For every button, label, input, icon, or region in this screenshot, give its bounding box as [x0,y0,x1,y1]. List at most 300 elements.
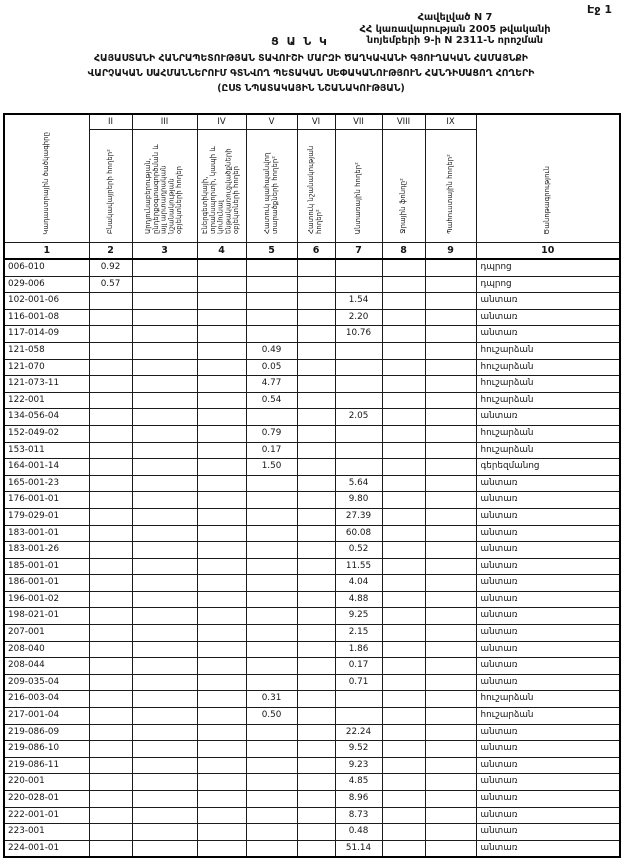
roman-numeral: VIII [382,114,425,130]
area-value-cell [197,708,246,725]
area-value-cell [425,558,476,575]
area-value-cell [132,293,197,310]
area-value-cell [197,791,246,808]
area-value-cell [89,741,132,758]
area-value-cell [197,575,246,592]
cadastral-code-cell: 006-010 [4,259,89,276]
cadastral-code-cell: 185-001-01 [4,558,89,575]
cadastral-code-cell: 117-014-09 [4,326,89,343]
area-value-cell [425,757,476,774]
area-value-cell [425,791,476,808]
land-cadastre-table [3,113,621,858]
area-value-cell [382,791,425,808]
cadastral-code-cell: 134-056-04 [4,409,89,426]
area-value-cell: 2.05 [335,409,382,426]
area-value-cell [297,641,335,658]
area-value-cell [425,591,476,608]
area-value-cell [246,824,297,841]
area-value-cell: 0.48 [335,824,382,841]
title-line: ՎԱՐՉԱԿԱՆ ՍԱՀՄԱՆՆԵՐՈՒՄ ԳՏՆՎՈՂ ՊԵՏԱԿԱՆ ՍԵՓԱԿԱՆՈՒԹՅՈՒՆ ՀԱՆԴԻՍԱՑՈՂ ՀՈՂԵՐԻ [87,68,535,79]
area-value-cell [382,741,425,758]
area-value-cell [197,293,246,310]
area-value-cell [246,807,297,824]
area-value-cell: 4.85 [335,774,382,791]
area-value-cell [382,658,425,675]
area-value-cell [297,807,335,824]
area-value-cell: 8.96 [335,791,382,808]
area-value-cell [89,326,132,343]
area-value-cell [89,425,132,442]
area-value-cell [297,425,335,442]
table-row [4,807,620,824]
area-value-cell [132,409,197,426]
area-value-cell [197,442,246,459]
area-value-cell [382,591,425,608]
area-value-cell [382,459,425,476]
header-note-label: Ծանոթագրություն [542,166,551,235]
area-value-cell: 0.49 [246,342,297,359]
area-value-cell [382,342,425,359]
cadastral-code-cell: 165-001-23 [4,475,89,492]
area-value-cell [197,641,246,658]
roman-numeral: V [246,114,297,130]
note-cell: անտառ [476,558,620,575]
area-value-cell [382,807,425,824]
table-row [4,591,620,608]
note-cell: հուշարձան [476,359,620,376]
area-value-cell: 5.64 [335,475,382,492]
area-value-cell [89,575,132,592]
area-value-cell [132,674,197,691]
roman-numeral: VII [335,114,382,130]
area-value-cell: 4.88 [335,591,382,608]
area-value-cell [246,259,297,276]
area-value-cell: 2.15 [335,625,382,642]
area-value-cell [425,442,476,459]
area-value-cell: 4.04 [335,575,382,592]
area-value-cell [382,724,425,741]
area-value-cell: 4.77 [246,376,297,393]
area-value-cell: 0.54 [246,392,297,409]
area-value-cell: 60.08 [335,525,382,542]
area-value-cell [132,459,197,476]
table-row [4,674,620,691]
cadastral-code-cell: 220-001 [4,774,89,791]
area-value-cell [425,807,476,824]
area-value-cell [335,359,382,376]
area-value-cell [335,392,382,409]
area-value-cell [382,525,425,542]
area-value-cell [425,774,476,791]
header-reserve-lands [425,130,476,243]
area-value-cell [132,708,197,725]
area-value-cell [297,774,335,791]
area-value-cell [297,492,335,509]
cadastral-code-cell: 121-058 [4,342,89,359]
note-cell: հուշարձան [476,442,620,459]
area-value-cell [425,276,476,293]
area-value-cell [382,542,425,559]
cadastral-code-cell: 121-073-11 [4,376,89,393]
table-row [4,508,620,525]
area-value-cell [297,376,335,393]
area-value-cell [89,674,132,691]
area-value-cell [197,392,246,409]
area-value-cell [132,508,197,525]
area-value-cell [132,259,197,276]
area-value-cell [89,658,132,675]
note-cell: անտառ [476,608,620,625]
area-value-cell [382,293,425,310]
area-value-cell [132,575,197,592]
area-value-cell: 9.80 [335,492,382,509]
note-cell: անտառ [476,757,620,774]
area-value-cell [197,309,246,326]
area-value-cell [382,392,425,409]
area-value-cell [297,625,335,642]
cadastral-code-cell: 222-001-01 [4,807,89,824]
table-row [4,276,620,293]
area-value-cell [297,309,335,326]
area-value-cell [132,757,197,774]
area-value-cell [382,425,425,442]
area-value-cell [297,259,335,276]
area-value-cell [425,724,476,741]
area-value-cell [297,409,335,426]
area-value-cell [425,658,476,675]
area-value-cell [297,840,335,857]
area-value-cell [197,542,246,559]
table-row [4,392,620,409]
area-value-cell: 0.17 [246,442,297,459]
area-value-cell [382,359,425,376]
area-value-cell [425,741,476,758]
note-cell: հուշարձան [476,392,620,409]
note-cell: անտառ [476,293,620,310]
area-value-cell [89,824,132,841]
area-value-cell: 0.50 [246,708,297,725]
table-row [4,724,620,741]
note-cell: հուշարձան [476,708,620,725]
area-value-cell [89,591,132,608]
area-value-cell [89,475,132,492]
note-cell: անտառ [476,591,620,608]
column-number: 4 [197,243,246,260]
area-value-cell [425,674,476,691]
area-value-cell: 0.17 [335,658,382,675]
area-value-cell [297,542,335,559]
area-value-cell [89,442,132,459]
area-value-cell: 51.14 [335,840,382,857]
area-value-cell [297,741,335,758]
document-title [0,51,622,96]
header-label: Բնակավայրերի հողեր² [105,148,114,234]
cadastral-code-cell: 122-001 [4,392,89,409]
cadastral-code-cell: 183-001-01 [4,525,89,542]
area-value-cell [132,359,197,376]
area-value-cell [197,757,246,774]
area-value-cell [197,625,246,642]
area-value-cell [246,276,297,293]
area-value-cell [197,475,246,492]
area-value-cell [89,608,132,625]
area-value-cell [382,708,425,725]
area-value-cell [425,608,476,625]
table-row [4,459,620,476]
table-row [4,475,620,492]
area-value-cell [425,492,476,509]
cadastral-code-cell: 153-011 [4,442,89,459]
area-value-cell [382,409,425,426]
cadastral-code-cell: 196-001-02 [4,591,89,608]
area-value-cell [197,492,246,509]
cadastral-code-cell: 217-001-04 [4,708,89,725]
table-row [4,691,620,708]
area-value-cell [297,791,335,808]
cadastral-code-cell: 216-003-04 [4,691,89,708]
roman-numeral: IX [425,114,476,130]
area-value-cell [132,791,197,808]
area-value-cell [297,342,335,359]
table-row [4,791,620,808]
area-value-cell [297,591,335,608]
area-value-cell [197,807,246,824]
area-value-cell [382,492,425,509]
area-value-cell [425,459,476,476]
table-row [4,741,620,758]
area-value-cell [425,542,476,559]
area-value-cell: 9.52 [335,741,382,758]
note-cell: հուշարձան [476,691,620,708]
note-cell: անտառ [476,658,620,675]
area-value-cell [382,326,425,343]
note-cell: անտառ [476,774,620,791]
appendix-line: նոյեմբերի 9-ի N 2311-Ն որոշման [366,35,544,46]
column-number: 9 [425,243,476,260]
table-row [4,824,620,841]
column-number: 10 [476,243,620,260]
area-value-cell [297,326,335,343]
note-cell: հուշարձան [476,425,620,442]
area-value-cell [297,442,335,459]
note-cell: անտառ [476,724,620,741]
table-row [4,293,620,310]
area-value-cell [425,376,476,393]
note-cell: անտառ [476,674,620,691]
area-value-cell [297,757,335,774]
area-value-cell [132,392,197,409]
header-label: Պահուստային հողեր² [445,154,454,234]
area-value-cell [297,608,335,625]
area-value-cell: 2.20 [335,309,382,326]
cadastral-code-cell: 208-040 [4,641,89,658]
header-label: Էներգետիկայի, տրանսպորտի, կապի և կոմունալ ենթակառուցվածքների օբյեկտների հողեր [201,146,241,234]
area-value-cell [297,359,335,376]
cadastral-code-cell: 183-001-26 [4,542,89,559]
area-value-cell [246,608,297,625]
area-value-cell [89,840,132,857]
column-number: 1 [4,243,89,260]
note-cell: անտառ [476,542,620,559]
area-value-cell [197,591,246,608]
area-value-cell [382,608,425,625]
area-value-cell [425,575,476,592]
area-value-cell [425,293,476,310]
area-value-cell [297,276,335,293]
area-value-cell [197,376,246,393]
note-cell: անտառ [476,409,620,426]
table-row [4,575,620,592]
area-value-cell [89,492,132,509]
area-value-cell: 0.71 [335,674,382,691]
table-row [4,840,620,857]
area-value-cell [425,475,476,492]
area-value-cell [132,525,197,542]
note-cell: դպրոց [476,259,620,276]
area-value-cell [197,840,246,857]
table-row [4,342,620,359]
area-value-cell [197,691,246,708]
area-value-cell [425,425,476,442]
area-value-cell: 0.92 [89,259,132,276]
area-value-cell [132,641,197,658]
table-row [4,326,620,343]
cadastral-code-cell: 029-006 [4,276,89,293]
column-number: 6 [297,243,335,260]
cadastral-code-cell: 176-001-01 [4,492,89,509]
column-number: 8 [382,243,425,260]
area-value-cell [197,342,246,359]
column-number: 5 [246,243,297,260]
area-value-cell [246,774,297,791]
area-value-cell [246,542,297,559]
area-value-cell [425,342,476,359]
area-value-cell [89,708,132,725]
area-value-cell [89,342,132,359]
area-value-cell [335,459,382,476]
cadastral-code-cell: 209-035-04 [4,674,89,691]
area-value-cell [132,625,197,642]
area-value-cell [382,376,425,393]
area-value-cell [382,625,425,642]
area-value-cell [246,791,297,808]
area-value-cell [197,674,246,691]
header-forest-lands [335,130,382,243]
note-cell: հուշարձան [476,342,620,359]
table-row [4,558,620,575]
area-value-cell [382,757,425,774]
area-value-cell [197,658,246,675]
area-value-cell [335,442,382,459]
area-value-cell [89,392,132,409]
area-value-cell [197,276,246,293]
note-cell: անտառ [476,525,620,542]
area-value-cell [246,309,297,326]
area-value-cell: 11.55 [335,558,382,575]
note-cell: անտառ [476,807,620,824]
note-cell: անտառ [476,492,620,509]
note-cell: անտառ [476,575,620,592]
area-value-cell: 8.73 [335,807,382,824]
note-cell: անտառ [476,641,620,658]
list-word: Ց Ա Ն Կ [271,35,329,48]
note-cell: անտառ [476,508,620,525]
area-value-cell [132,492,197,509]
area-value-cell [132,442,197,459]
area-value-cell [246,293,297,310]
area-value-cell [335,376,382,393]
area-value-cell [425,840,476,857]
area-value-cell [246,575,297,592]
table-row [4,658,620,675]
area-value-cell [197,508,246,525]
area-value-cell [382,774,425,791]
header-water-fund [382,130,425,243]
area-value-cell [382,508,425,525]
table-row [4,409,620,426]
cadastral-code-cell: 102-001-06 [4,293,89,310]
area-value-cell [335,691,382,708]
cadastral-code-cell: 186-001-01 [4,575,89,592]
title-line: (ԸՍՏ ՆՊԱՏԱԿԱՅԻՆ ՆՇԱՆԱԿՈՒԹՅԱՆ) [217,83,405,94]
area-value-cell [197,326,246,343]
area-value-cell [197,359,246,376]
area-value-cell [246,741,297,758]
header-label: Հատուկ նշանակության հողեր² [307,145,323,234]
note-cell: հուշարձան [476,376,620,393]
area-value-cell [425,259,476,276]
area-value-cell [89,508,132,525]
area-value-cell [425,392,476,409]
area-value-cell [297,392,335,409]
area-value-cell [297,475,335,492]
area-value-cell [89,691,132,708]
area-value-cell [132,425,197,442]
note-cell: անտառ [476,741,620,758]
area-value-cell [425,326,476,343]
area-value-cell [297,824,335,841]
header-residential-lands [89,130,132,243]
appendix-line: Հավելված N 7 [417,12,493,23]
header-cadastral-code-label: Կադաստրային ծածկագիրը [41,132,50,235]
area-value-cell [197,608,246,625]
area-value-cell [382,641,425,658]
area-value-cell [89,359,132,376]
area-value-cell [382,558,425,575]
area-value-cell [132,658,197,675]
area-value-cell [335,259,382,276]
table-row [4,425,620,442]
area-value-cell [425,359,476,376]
area-value-cell [197,259,246,276]
area-value-cell [297,508,335,525]
area-value-cell [89,459,132,476]
area-value-cell [425,508,476,525]
table-row [4,757,620,774]
table-row [4,309,620,326]
area-value-cell [297,459,335,476]
area-value-cell [89,724,132,741]
area-value-cell [89,774,132,791]
area-value-cell [382,840,425,857]
note-cell: անտառ [476,309,620,326]
area-value-cell [246,625,297,642]
table-row [4,542,620,559]
cadastral-code-cell: 164-001-14 [4,459,89,476]
area-value-cell [297,658,335,675]
area-value-cell [425,309,476,326]
area-value-cell [132,558,197,575]
